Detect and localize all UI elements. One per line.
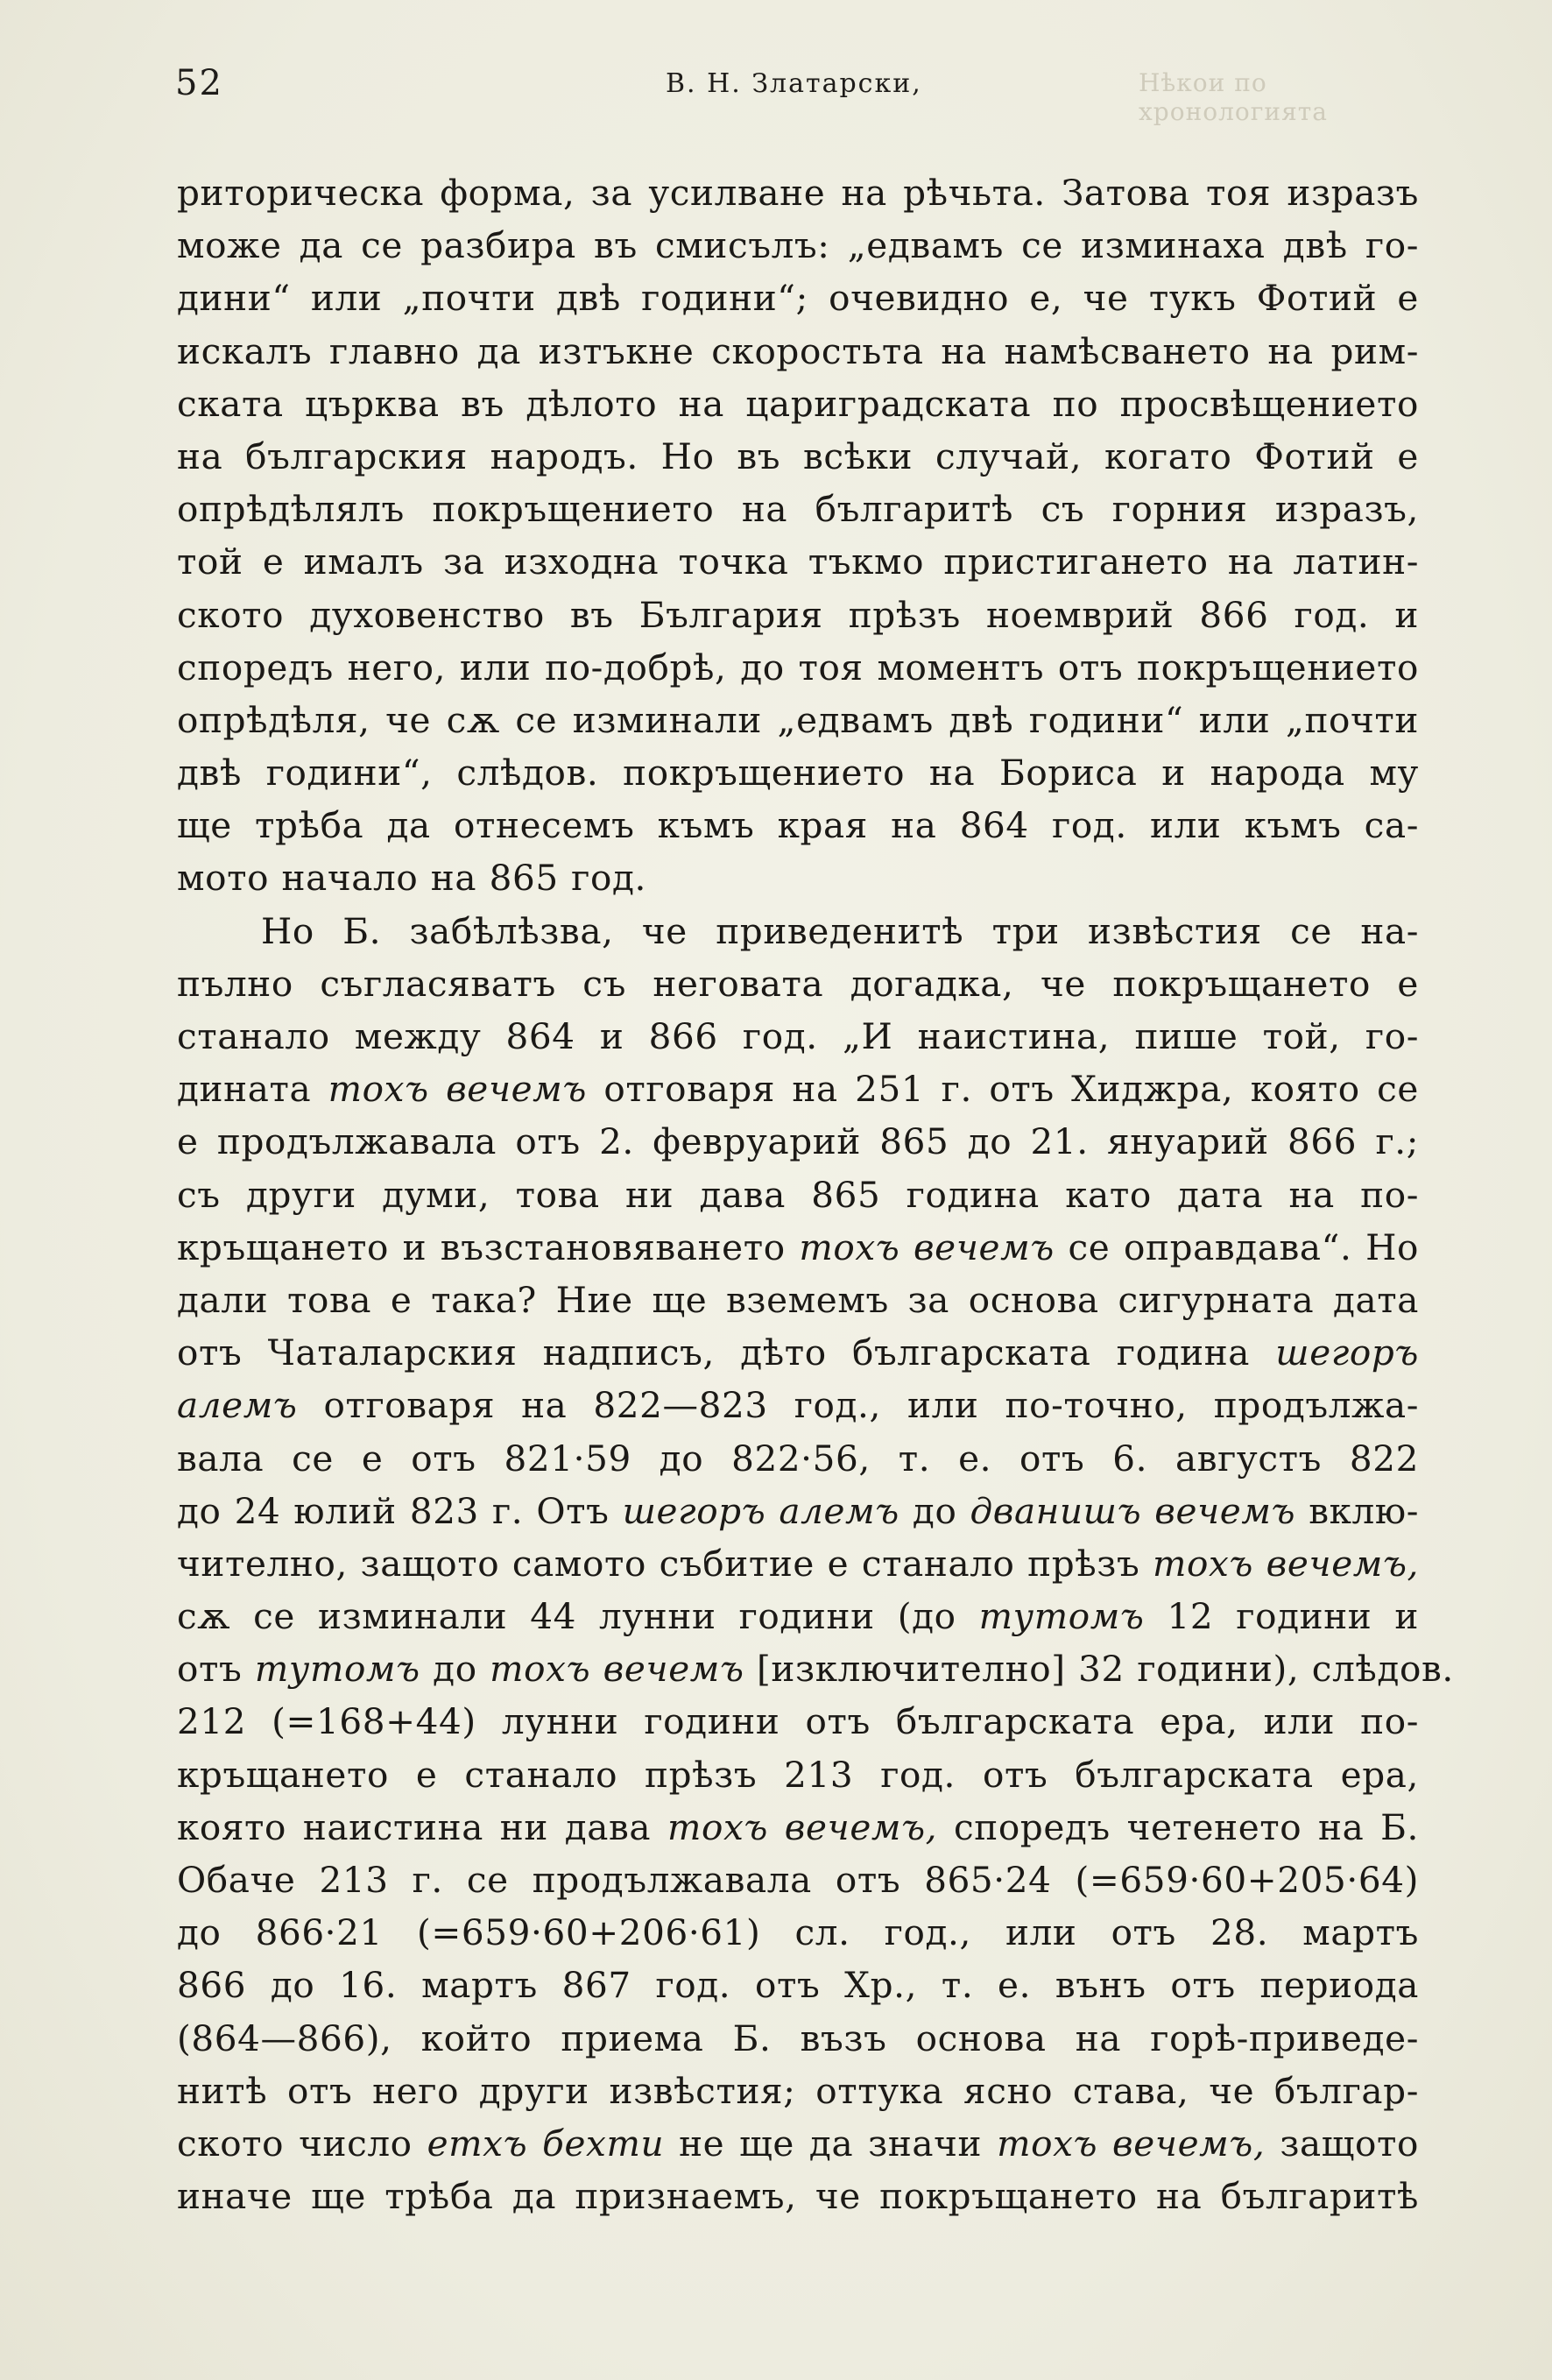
italic-term: тохъ вечемъ [328,1068,587,1111]
text-line [177,1590,1419,1642]
italic-term: шегоръ [1275,1331,1419,1374]
text-line [177,2170,1419,2222]
text-run: чително, защото самото събитие е станало прѣзъ [177,1542,1153,1585]
italic-term: тохъ вечемъ [490,1648,744,1691]
text-run: [изключително] 32 години), слѣдов. [744,1648,1454,1691]
text-line [177,1115,1419,1168]
text-run: кръщането и възстановяването [177,1225,800,1268]
text-line [177,694,1419,746]
text-run: 212 (=168+44) лунни години отъ българската ера, или по- [177,1700,1419,1743]
text-run: 12 години и [1144,1595,1419,1638]
text-line [177,1010,1419,1063]
text-run: мото начало на 865 год. [177,857,646,900]
text-run: до 866·21 (=659·60+206·61) сл. год., или отъ 28. мартъ [177,1911,1419,1954]
italic-term: шегоръ алемъ [622,1489,899,1532]
text-run: Но Б. забѣлѣзва, че приведенитѣ три извѣстия се на- [261,909,1419,952]
text-run: се оправдава“. Но [1054,1225,1419,1268]
text-line [177,1169,1419,1221]
text-line [177,1854,1419,1906]
italic-term: алемъ [177,1384,298,1427]
text-line [177,746,1419,799]
text-line [177,1485,1419,1537]
text-line [177,589,1419,641]
text-line [177,1221,1419,1274]
text-run: съ други думи, това ни дава 865 година като дата на по- [177,1173,1419,1216]
text-run: отъ [177,1648,255,1691]
text-line [177,325,1419,378]
italic-term: тутомъ [254,1648,420,1691]
page-number: 52 [175,63,223,103]
text-run: пълно съгласяватъ съ неговата догадка, че покръщането е [177,962,1419,1005]
text-line [177,1274,1419,1326]
text-run: дини“ или „почти двѣ години“; очевидно е, че тукъ Фотий е [177,277,1419,320]
text-line [177,1801,1419,1854]
text-run: вклю- [1295,1489,1420,1532]
running-head: В. Н. Златарски, [666,68,922,99]
text-run: двѣ години“, слѣдов. покръщението на Бориса и народа му [177,752,1419,795]
italic-term: тохъ вечемъ, [997,2122,1266,2165]
text-line [177,799,1419,851]
text-line [177,2012,1419,2065]
text-line [177,1906,1419,1959]
text-run: до [420,1648,490,1691]
text-run: искалъ главно да изтъкне скоростьта на намѣсването на рим- [177,329,1419,372]
text-line [177,1642,1454,1695]
text-run: (864—866), който приема Б. възъ основа на горѣ-приведе- [177,2016,1419,2059]
text-run: ската църква въ дѣлото на цариградската по просвѣщението [177,382,1419,425]
page-header [175,63,1419,126]
text-run: той е ималъ за изходна точка тъкмо пристигането на латин- [177,540,1419,583]
text-line [177,1063,1419,1115]
text-run: не ще да значи [664,2122,998,2165]
text-run: ще трѣба да отнесемъ къмъ края на 864 год. или къмъ са- [177,804,1419,847]
text-run: ското число [177,2122,427,2165]
text-line [177,1748,1419,1801]
text-line [177,166,1419,219]
text-line [177,1695,1419,1748]
text-run: отговаря на 251 г. отъ Хиджра, която се [586,1068,1419,1111]
text-line [177,641,1419,694]
italic-term: тохъ вечемъ, [667,1805,938,1848]
italic-term: тохъ вечемъ, [1153,1542,1420,1585]
italic-term: тутомъ [978,1595,1145,1638]
text-run: до 24 юлий 823 г. Отъ [177,1489,623,1532]
text-run: опрѣдѣлялъ покръщението на българитѣ съ горния изразъ, [177,488,1419,531]
text-run: опрѣдѣля, че сѫ се изминали „едвамъ двѣ години“ или „почти [177,698,1419,741]
text-run: 866 до 16. мартъ 867 год. отъ Хр., т. е. вънъ отъ периода [177,1964,1419,2007]
text-run: Обаче 213 г. се продължавала отъ 865·24 (=659·60+205·64) [177,1859,1419,1901]
text-run: дали това е така? Ние ще вземемъ за основа сигурната дата [177,1278,1419,1321]
text-run: споредъ четенето на Б. [937,1805,1420,1848]
text-run: ското духовенство въ България прѣзъ ноемврий 866 год. и [177,593,1419,636]
text-line [177,535,1419,588]
text-line [177,851,1419,904]
text-line [177,2065,1419,2117]
text-line [177,483,1419,535]
text-run: отговаря на 822—823 год., или по-точно, продължа- [297,1384,1419,1427]
text-line [177,272,1419,324]
text-line [177,1959,1419,2011]
text-line [177,2117,1419,2170]
faint-running-head: Нѣкои по хронологията [1139,68,1328,126]
text-line [177,1432,1419,1485]
text-run: която наистина ни дава [177,1805,667,1848]
italic-term: дванишъ вечемъ [970,1489,1296,1532]
italic-term: етхъ бехти [427,2122,665,2165]
text-line [177,1537,1419,1590]
body-text [177,166,1454,2222]
text-run: споредъ него, или по-добрѣ, до тоя моментъ отъ покръщението [177,646,1419,689]
text-run: иначе ще трѣба да признаемъ, че покръщането на българитѣ [177,2175,1419,2218]
text-run: защото [1265,2122,1419,2165]
text-run: дината [177,1068,328,1111]
text-line [177,378,1419,430]
text-run: нитѣ отъ него други извѣстия; оттука ясно става, че българ- [177,2069,1419,2112]
paragraph-1 [177,166,1419,905]
text-line [177,1326,1419,1379]
text-run: е продължавала отъ 2. февруарий 865 до 21. януарий 866 г.; [177,1120,1419,1163]
text-run: риторическа форма, за усилване на рѣчьта. Затова тоя изразъ [177,172,1419,214]
text-run: кръщането е станало прѣзъ 213 год. отъ българската ера, [177,1753,1419,1796]
paragraph-2 [177,905,1454,2223]
text-run: станало между 864 и 866 год. „И наистина, пише той, го- [177,1015,1419,1057]
text-run: вала се е отъ 821·59 до 822·56, т. е. отъ 6. августъ 822 [177,1437,1419,1480]
text-run: на българския народъ. Но въ всѣки случай, когато Фотий е [177,434,1419,477]
text-line [177,1379,1419,1431]
text-line [177,905,1419,957]
text-run: отъ Чаталарския надписъ, дѣто българската година [177,1331,1276,1374]
text-run: може да се разбира въ смисълъ: „едвамъ се изминаха двѣ го- [177,224,1419,267]
text-line [177,957,1419,1010]
italic-term: тохъ вечемъ [799,1225,1055,1268]
text-run: до [899,1489,970,1532]
text-line [177,219,1419,272]
text-line [177,430,1419,483]
text-run: сѫ се изминали 44 лунни години (до [177,1595,979,1638]
